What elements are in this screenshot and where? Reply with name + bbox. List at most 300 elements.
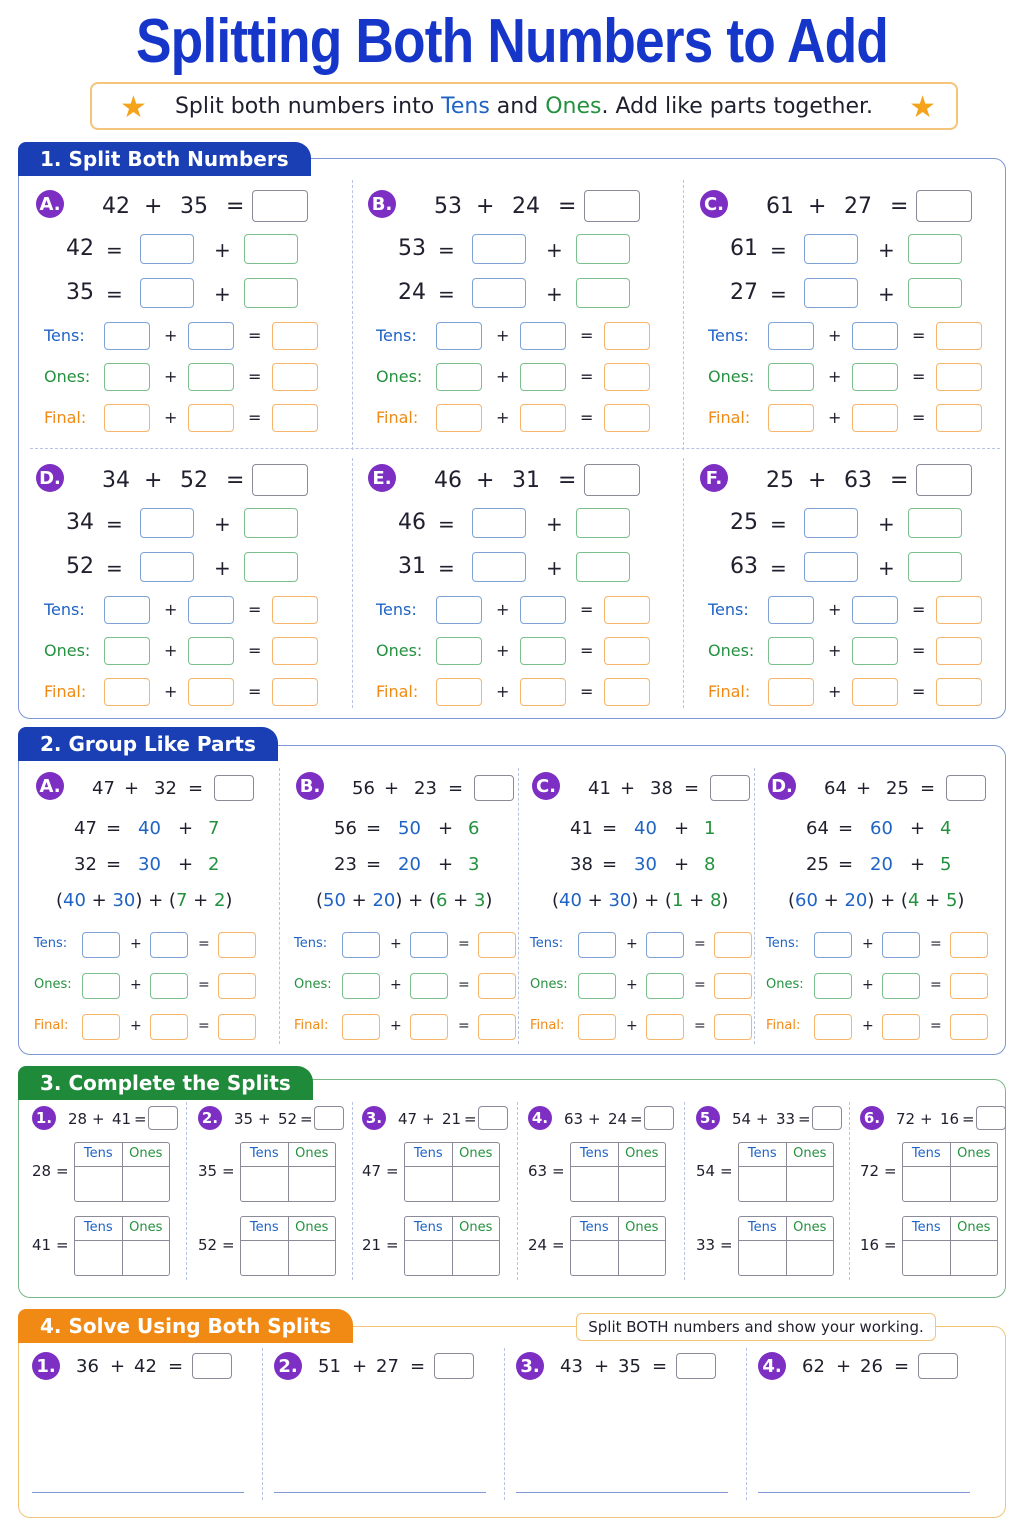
ones-column-header: Ones — [459, 1146, 493, 1161]
group-problem — [526, 772, 762, 1042]
tens-split-box[interactable] — [472, 234, 526, 264]
table-header — [739, 1217, 833, 1241]
ones-box-1[interactable] — [104, 637, 150, 665]
tens-column-header: Tens — [75, 1143, 123, 1166]
equals-sign: = — [770, 556, 787, 580]
ones-split-box[interactable] — [576, 278, 630, 308]
column-divider — [683, 458, 684, 708]
equals-sign: = — [248, 408, 262, 427]
star-icon: ★ — [909, 90, 936, 125]
subtitle-text: Split both numbers into Tens and Ones. Add like parts together. — [174, 93, 874, 119]
plus-sign: + — [178, 818, 194, 839]
final-box-2[interactable] — [410, 1014, 448, 1040]
equals-sign: = — [838, 818, 854, 839]
final-box-2[interactable] — [188, 678, 234, 706]
final-box-1[interactable] — [814, 1014, 852, 1040]
addend-b: 52 — [278, 1110, 298, 1128]
tens-box-2[interactable] — [410, 932, 448, 958]
plus-sign: + — [496, 408, 510, 427]
ones-split-box[interactable] — [244, 508, 298, 538]
final-box-1[interactable] — [436, 404, 482, 432]
answer-box[interactable] — [148, 1106, 178, 1130]
final-box-2[interactable] — [646, 1014, 684, 1040]
ones-split-box[interactable] — [908, 508, 962, 538]
tens-box-1[interactable] — [436, 596, 482, 624]
final-box-1[interactable] — [768, 678, 814, 706]
tens-part: 20 — [870, 854, 893, 875]
plus-sign: + — [828, 600, 842, 619]
ones-box-2[interactable] — [410, 973, 448, 999]
ones-part: 4 — [940, 818, 952, 839]
working-line[interactable] — [516, 1492, 728, 1493]
equals-sign: = — [248, 600, 262, 619]
tens-box-2[interactable] — [188, 322, 234, 350]
problem-badge: 6. — [860, 1106, 884, 1130]
plus-sign: + — [588, 1110, 601, 1128]
tens-split-box[interactable] — [804, 234, 858, 264]
ones-split-box[interactable] — [908, 552, 962, 582]
split-number: 53 — [398, 236, 426, 261]
plus-sign: + — [626, 1018, 638, 1034]
ones-box-2[interactable] — [188, 363, 234, 391]
final-box-1[interactable] — [578, 1014, 616, 1040]
split-problem — [694, 188, 1014, 438]
ones-box-1[interactable] — [768, 637, 814, 665]
answer-box[interactable] — [252, 464, 308, 496]
equals-sign: = — [890, 468, 909, 493]
answer-box[interactable] — [946, 775, 986, 801]
ones-result-box[interactable] — [478, 973, 516, 999]
ones-split-box[interactable] — [576, 234, 630, 264]
column-divider — [683, 180, 684, 450]
complete-split-problem — [694, 1106, 844, 1286]
problem-badge: B. — [368, 190, 396, 218]
tens-result-box[interactable] — [478, 932, 516, 958]
tens-split-box[interactable] — [804, 508, 858, 538]
equals-sign: = — [458, 977, 470, 993]
split-number: 52 — [198, 1236, 218, 1254]
tens-box-1[interactable] — [768, 322, 814, 350]
tens-result-box[interactable] — [950, 932, 988, 958]
ones-box-2[interactable] — [150, 973, 188, 999]
ones-split-box[interactable] — [244, 552, 298, 582]
plus-sign: + — [862, 1018, 874, 1034]
ones-result-box[interactable] — [950, 973, 988, 999]
final-box-1[interactable] — [82, 1014, 120, 1040]
tens-result-box[interactable] — [714, 932, 752, 958]
ones-box-1[interactable] — [342, 973, 380, 999]
tens-ones-table[interactable] — [74, 1142, 170, 1202]
tens-split-box[interactable] — [140, 508, 194, 538]
ones-box-1[interactable] — [82, 973, 120, 999]
plus-sign: + — [836, 1356, 852, 1377]
final-box-2[interactable] — [852, 678, 898, 706]
ones-split-box[interactable] — [244, 278, 298, 308]
plus-sign: + — [422, 1110, 435, 1128]
split-number: 38 — [570, 854, 593, 875]
split-number: 63 — [730, 554, 758, 579]
addend-b: 42 — [134, 1356, 157, 1377]
tens-result-box[interactable] — [936, 596, 982, 624]
equals-sign: = — [930, 936, 942, 952]
final-result-box[interactable] — [478, 1014, 516, 1040]
addend-a: 43 — [560, 1356, 583, 1377]
ones-result-box[interactable] — [218, 973, 256, 999]
tens-box-2[interactable] — [852, 596, 898, 624]
ones-box-2[interactable] — [852, 637, 898, 665]
equals-sign: = — [580, 600, 594, 619]
ones-result-box[interactable] — [714, 973, 752, 999]
plus-sign: + — [130, 977, 142, 993]
ones-result-box[interactable] — [272, 637, 318, 665]
final-result-box[interactable] — [936, 678, 982, 706]
row-divider — [30, 448, 1000, 449]
tens-ones-table[interactable] — [738, 1142, 834, 1202]
equals-sign: = — [912, 367, 926, 386]
split-number: 35 — [66, 280, 94, 305]
tens-box-1[interactable] — [768, 596, 814, 624]
tens-box-1[interactable] — [436, 322, 482, 350]
split-number: 41 — [32, 1236, 52, 1254]
problem-badge: 4. — [758, 1352, 786, 1380]
ones-box-2[interactable] — [520, 363, 566, 391]
plus-sign: + — [546, 282, 563, 306]
split-number: 27 — [730, 280, 758, 305]
ones-box-2[interactable] — [852, 363, 898, 391]
plus-sign: + — [390, 936, 402, 952]
plus-sign: + — [856, 778, 872, 799]
final-result-box[interactable] — [950, 1014, 988, 1040]
tens-ones-table[interactable] — [570, 1142, 666, 1202]
plus-sign: + — [546, 512, 563, 536]
plus-sign: + — [920, 1110, 933, 1128]
equals-sign: = — [438, 512, 455, 536]
tens-box-1[interactable] — [104, 596, 150, 624]
tens-column-header: Tens — [405, 1217, 453, 1240]
tens-box-2[interactable] — [646, 932, 684, 958]
equals-sign: = — [720, 1162, 733, 1180]
equals-sign: = — [962, 1110, 975, 1128]
answer-box[interactable] — [916, 190, 972, 222]
final-box-1[interactable] — [104, 678, 150, 706]
ones-split-box[interactable] — [244, 234, 298, 264]
equals-sign: = — [198, 1018, 210, 1034]
final-box-2[interactable] — [150, 1014, 188, 1040]
plus-sign: + — [92, 1110, 105, 1128]
expression-symbol: + — [919, 890, 946, 911]
tens-ones-table[interactable] — [404, 1216, 500, 1276]
final-result-box[interactable] — [604, 678, 650, 706]
expression-symbol: + — [345, 890, 373, 911]
tens-box-1[interactable] — [82, 932, 120, 958]
final-box-2[interactable] — [520, 404, 566, 432]
plus-sign: + — [808, 468, 827, 493]
equals-sign: = — [552, 1162, 565, 1180]
column-line — [122, 1241, 123, 1275]
plus-sign: + — [828, 326, 842, 345]
equals-sign: = — [438, 282, 455, 306]
complete-split-problem — [858, 1106, 1008, 1286]
final-box-2[interactable] — [852, 404, 898, 432]
addend-b: 35 — [180, 194, 208, 219]
working-line[interactable] — [32, 1492, 244, 1493]
plus-sign: + — [862, 977, 874, 993]
tens-box-2[interactable] — [188, 596, 234, 624]
tens-box-2[interactable] — [520, 322, 566, 350]
equals-sign: = — [222, 1236, 235, 1254]
final-result-box[interactable] — [218, 1014, 256, 1040]
section-3-label: 3. Complete the Splits — [18, 1066, 313, 1100]
final-box-2[interactable] — [188, 404, 234, 432]
complete-split-problem — [526, 1106, 676, 1286]
ones-box-1[interactable] — [768, 363, 814, 391]
working-line[interactable] — [758, 1492, 970, 1493]
ones-box-1[interactable] — [578, 973, 616, 999]
answer-box[interactable] — [192, 1353, 232, 1379]
split-number: 21 — [362, 1236, 382, 1254]
ones-result-box[interactable] — [272, 363, 318, 391]
equals-sign: = — [56, 1162, 69, 1180]
final-box-2[interactable] — [520, 678, 566, 706]
plus-sign: + — [828, 641, 842, 660]
split-number: 54 — [696, 1162, 716, 1180]
plus-sign: + — [878, 556, 895, 580]
split-number: 46 — [398, 510, 426, 535]
ones-part: 1 — [704, 818, 716, 839]
tens-column-header: Tens — [903, 1143, 951, 1166]
grouped-expression — [788, 890, 964, 911]
tens-split-box[interactable] — [804, 278, 858, 308]
tens-box-1[interactable] — [342, 932, 380, 958]
answer-box[interactable] — [584, 464, 640, 496]
final-result-box[interactable] — [604, 404, 650, 432]
problem-badge: 4. — [528, 1106, 552, 1130]
ones-part: 4 — [907, 890, 920, 911]
answer-box[interactable] — [214, 775, 254, 801]
plus-sign: + — [878, 282, 895, 306]
tens-ones-table[interactable] — [902, 1142, 998, 1202]
ones-box-1[interactable] — [436, 363, 482, 391]
tens-part: 40 — [138, 818, 161, 839]
equals-sign: = — [188, 778, 204, 799]
tens-ones-table[interactable] — [404, 1142, 500, 1202]
equals-sign: = — [884, 1162, 897, 1180]
tens-box-1[interactable] — [104, 322, 150, 350]
answer-box[interactable] — [584, 190, 640, 222]
plus-sign: + — [164, 408, 178, 427]
plus-sign: + — [862, 936, 874, 952]
split-number: 52 — [66, 554, 94, 579]
equals-sign: = — [912, 682, 926, 701]
tens-ones-table[interactable] — [74, 1216, 170, 1276]
problem-badge: D. — [36, 464, 64, 492]
addend-b: 27 — [844, 194, 872, 219]
answer-box[interactable] — [252, 190, 308, 222]
plus-sign: + — [390, 1018, 402, 1034]
tens-result-box[interactable] — [218, 932, 256, 958]
table-header — [405, 1217, 499, 1241]
plus-sign: + — [164, 600, 178, 619]
column-divider — [352, 1102, 353, 1280]
tens-column-header: Tens — [739, 1217, 787, 1240]
final-box-1[interactable] — [342, 1014, 380, 1040]
final-label: Final: — [44, 682, 87, 701]
plus-sign: + — [164, 326, 178, 345]
final-box-1[interactable] — [104, 404, 150, 432]
tens-split-box[interactable] — [140, 552, 194, 582]
tens-ones-table[interactable] — [570, 1216, 666, 1276]
tens-split-box[interactable] — [472, 552, 526, 582]
split-number: 72 — [860, 1162, 880, 1180]
final-result-box[interactable] — [272, 404, 318, 432]
equals-sign: = — [920, 778, 936, 799]
tens-result-box[interactable] — [272, 596, 318, 624]
equals-sign: = — [912, 641, 926, 660]
answer-box[interactable] — [710, 775, 750, 801]
problem-badge: 2. — [198, 1106, 222, 1130]
tens-split-box[interactable] — [804, 552, 858, 582]
answer-box[interactable] — [314, 1106, 344, 1130]
equals-sign: = — [410, 1356, 426, 1377]
addend-a: 56 — [352, 778, 375, 799]
addend-a: 47 — [92, 778, 115, 799]
ones-label: Ones: — [766, 977, 804, 992]
equals-sign: = — [248, 641, 262, 660]
ones-result-box[interactable] — [936, 363, 982, 391]
problem-badge: B. — [296, 772, 324, 800]
ones-split-box[interactable] — [576, 508, 630, 538]
plus-sign: + — [878, 238, 895, 262]
final-result-box[interactable] — [714, 1014, 752, 1040]
tens-box-2[interactable] — [150, 932, 188, 958]
tens-result-box[interactable] — [936, 322, 982, 350]
expression-symbol: + — [85, 890, 113, 911]
ones-split-box[interactable] — [908, 278, 962, 308]
answer-box[interactable] — [676, 1353, 716, 1379]
addend-b: 16 — [940, 1110, 960, 1128]
tens-box-1[interactable] — [578, 932, 616, 958]
addend-b: 33 — [776, 1110, 796, 1128]
answer-box[interactable] — [474, 775, 514, 801]
tens-result-box[interactable] — [604, 596, 650, 624]
answer-box[interactable] — [478, 1106, 508, 1130]
equals-sign: = — [558, 468, 577, 493]
group-problem — [30, 772, 266, 1042]
tens-box-2[interactable] — [520, 596, 566, 624]
final-result-box[interactable] — [272, 678, 318, 706]
ones-box-2[interactable] — [188, 637, 234, 665]
equals-sign: = — [602, 818, 618, 839]
ones-box-2[interactable] — [882, 973, 920, 999]
expression-symbol: + — [187, 890, 214, 911]
tens-box-1[interactable] — [814, 932, 852, 958]
ones-result-box[interactable] — [604, 363, 650, 391]
ones-part: 5 — [945, 890, 958, 911]
tens-split-box[interactable] — [140, 278, 194, 308]
answer-box[interactable] — [918, 1353, 958, 1379]
ones-split-box[interactable] — [908, 234, 962, 264]
tens-ones-table[interactable] — [738, 1216, 834, 1276]
split-number: 63 — [528, 1162, 548, 1180]
ones-part: 2 — [208, 854, 220, 875]
expression-symbol: ) + ( — [631, 890, 672, 911]
tens-result-box[interactable] — [604, 322, 650, 350]
plus-sign: + — [808, 194, 827, 219]
ones-box-1[interactable] — [814, 973, 852, 999]
ones-result-box[interactable] — [936, 637, 982, 665]
ones-label: Ones: — [708, 367, 755, 386]
tens-part: 40 — [559, 890, 582, 911]
ones-split-box[interactable] — [576, 552, 630, 582]
answer-box[interactable] — [916, 464, 972, 496]
plus-sign: + — [438, 854, 454, 875]
complete-split-problem — [30, 1106, 180, 1286]
expression-symbol: ) + ( — [395, 890, 436, 911]
equals-sign: = — [770, 512, 787, 536]
final-result-box[interactable] — [936, 404, 982, 432]
tens-split-box[interactable] — [472, 508, 526, 538]
equals-sign: = — [580, 326, 594, 345]
tens-box-2[interactable] — [852, 322, 898, 350]
addend-b: 52 — [180, 468, 208, 493]
equals-sign: = — [930, 1018, 942, 1034]
ones-box-2[interactable] — [646, 973, 684, 999]
working-line[interactable] — [274, 1492, 486, 1493]
column-line — [452, 1241, 453, 1275]
answer-box[interactable] — [434, 1353, 474, 1379]
equals-sign: = — [798, 1110, 811, 1128]
table-header — [739, 1143, 833, 1167]
final-box-1[interactable] — [768, 404, 814, 432]
column-divider — [352, 458, 353, 708]
tens-ones-table[interactable] — [240, 1216, 336, 1276]
equals-sign: = — [168, 1356, 184, 1377]
tens-result-box[interactable] — [272, 322, 318, 350]
ones-box-2[interactable] — [520, 637, 566, 665]
tens-box-2[interactable] — [882, 932, 920, 958]
problem-badge: D. — [768, 772, 796, 800]
answer-box[interactable] — [812, 1106, 842, 1130]
plus-sign: + — [546, 238, 563, 262]
tens-ones-table[interactable] — [902, 1216, 998, 1276]
addend-a: 47 — [398, 1110, 418, 1128]
ones-box-1[interactable] — [436, 637, 482, 665]
ones-box-1[interactable] — [104, 363, 150, 391]
answer-box[interactable] — [644, 1106, 674, 1130]
tens-split-box[interactable] — [472, 278, 526, 308]
tens-ones-table[interactable] — [240, 1142, 336, 1202]
final-label: Final: — [708, 682, 751, 701]
plus-sign: + — [390, 977, 402, 993]
ones-result-box[interactable] — [604, 637, 650, 665]
ones-label: Ones: — [376, 367, 423, 386]
final-box-2[interactable] — [882, 1014, 920, 1040]
equals-sign: = — [652, 1356, 668, 1377]
equals-sign: = — [580, 367, 594, 386]
addend-b: 35 — [618, 1356, 641, 1377]
ones-label: Ones: — [530, 977, 568, 992]
ones-column-header: Ones — [957, 1146, 991, 1161]
addend-a: 36 — [76, 1356, 99, 1377]
equals-sign: = — [912, 408, 926, 427]
tens-column-header: Tens — [739, 1143, 787, 1166]
final-box-1[interactable] — [436, 678, 482, 706]
answer-box[interactable] — [976, 1106, 1006, 1130]
tens-split-box[interactable] — [140, 234, 194, 264]
column-divider — [849, 1102, 850, 1280]
expression-symbol: ( — [56, 890, 64, 911]
problem-badge: 1. — [32, 1352, 60, 1380]
